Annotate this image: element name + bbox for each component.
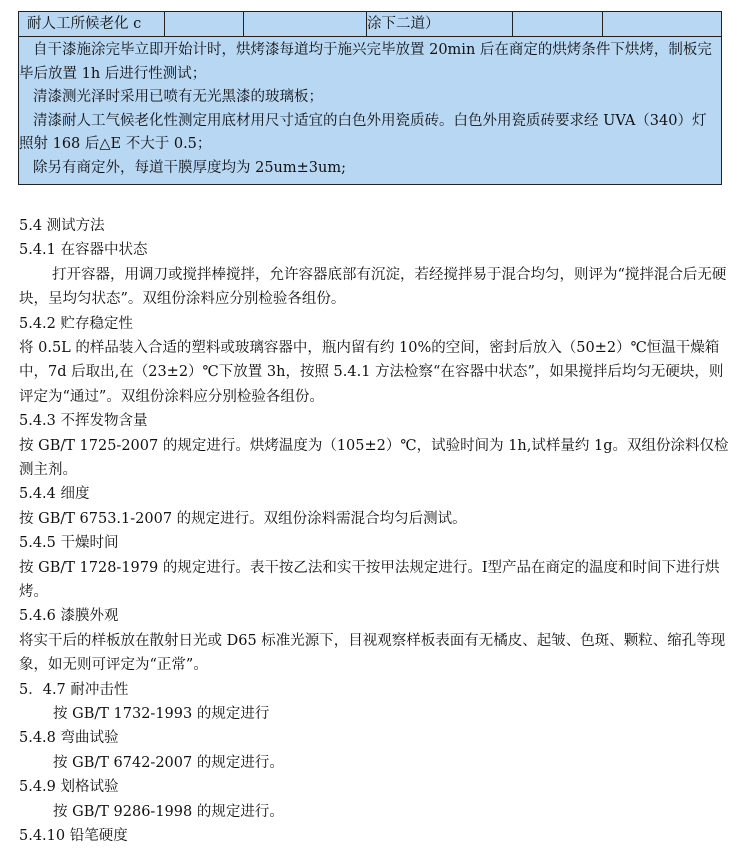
- table-note: 除另有商定外，每道干膜厚度均为 25um±3um;: [33, 159, 346, 176]
- table-note: 清漆测光泽时采用已喷有无光黑漆的玻璃板；: [33, 89, 323, 105]
- section-paragraph: 按 GB/T 9286-1998 的规定进行。: [53, 803, 284, 820]
- section-heading: 5.4.6 漆膜外观: [19, 608, 119, 625]
- section-paragraph: 按 GB/T 1728-1979 的规定进行。表干按乙法和实干按甲法规定进行。Ⅰ型产品在商定的温度和时间下进行烘烤。: [19, 559, 720, 600]
- spec-table: [18, 11, 722, 185]
- section-heading: 5.4.1 在容器中状态: [19, 242, 148, 259]
- section-paragraph: 按 GB/T 6742-2007 的规定进行。: [53, 754, 284, 771]
- section-paragraph: 将 0.5L 的样品装入合适的塑料或玻璃容器中，瓶内留有约 10%的空间，密封后放入（50±2）℃恒温干燥箱中，7d 后取出,在（23±2）℃下放置 3h，按照 5.4.1 方法检察“在容器中状态”，如果搅拌后均匀无硬块，则评定为“通过”。双组份涂料应分别检验各组份。: [19, 339, 724, 405]
- table-cell: [165, 12, 244, 37]
- table-row: [19, 12, 722, 37]
- section-paragraph: 将实干后的样板放在散射日光或 D65 标准光源下，目视观察样板表面有无橘皮、起皱、色斑、颗粒、缩孔等现象，如无则可评定为“正常”。: [19, 632, 726, 674]
- section-heading: 5.4.2 贮存稳定性: [19, 315, 134, 332]
- section-heading: 5.4.3 不挥发物含量: [19, 413, 148, 430]
- table-note: 清漆耐人工气候老化性测定用底材用尺寸适宜的白色外用瓷质砖。白色外用瓷质砖要求经 UVA（340）灯照射 168 后△E 不大于 0.5；: [19, 112, 707, 152]
- document-body: [19, 214, 733, 848]
- section-heading: 5.4 测试方法: [19, 218, 105, 234]
- section-paragraph: 按 GB/T 6753.1-2007 的规定进行。双组份涂料需混合均匀后测试。: [19, 510, 467, 527]
- section-heading: 5.4.9 划格试验: [19, 779, 119, 796]
- table-cell: [603, 12, 722, 37]
- table-cell: [244, 12, 367, 37]
- table-cell: [513, 12, 603, 37]
- table-cell: 涂下二道）: [367, 12, 513, 37]
- section-heading: 5.4.4 细度: [19, 486, 90, 503]
- section-heading: 5.4.8 弯曲试验: [19, 730, 119, 747]
- section-paragraph: 打开容器，用调刀或搅拌棒搅拌，允许容器底部有沉淀，若经搅拌易于混合均匀，则评为“搅拌混合后无硬块，呈均匀状态”。双组份涂料应分别检验各组份。: [19, 266, 727, 308]
- table-cell: 耐人工所候老化 c: [19, 12, 165, 37]
- table-row: [19, 37, 722, 185]
- table-notes-cell: [19, 37, 722, 185]
- section-heading: 5．4.7 耐冲击性: [19, 681, 129, 698]
- section-paragraph: 按 GB/T 1725-2007 的规定进行。烘烤温度为（105±2）℃，试验时间为 1h,试样量约 1g。双组份涂料仅检测主剂。: [19, 437, 729, 478]
- table-note: 自干漆施涂完毕立即开始计时，烘烤漆每道均于施兴完毕放置 20min 后在商定的烘烤条件下烘烤，制板完毕后放置 1h 后进行性测试；: [19, 42, 712, 82]
- section-heading: 5.4.5 干燥时间: [19, 535, 119, 552]
- section-heading: 5.4.10 铅笔硬度: [19, 827, 128, 844]
- section-paragraph: 按 GB/T 1732-1993 的规定进行: [53, 705, 270, 722]
